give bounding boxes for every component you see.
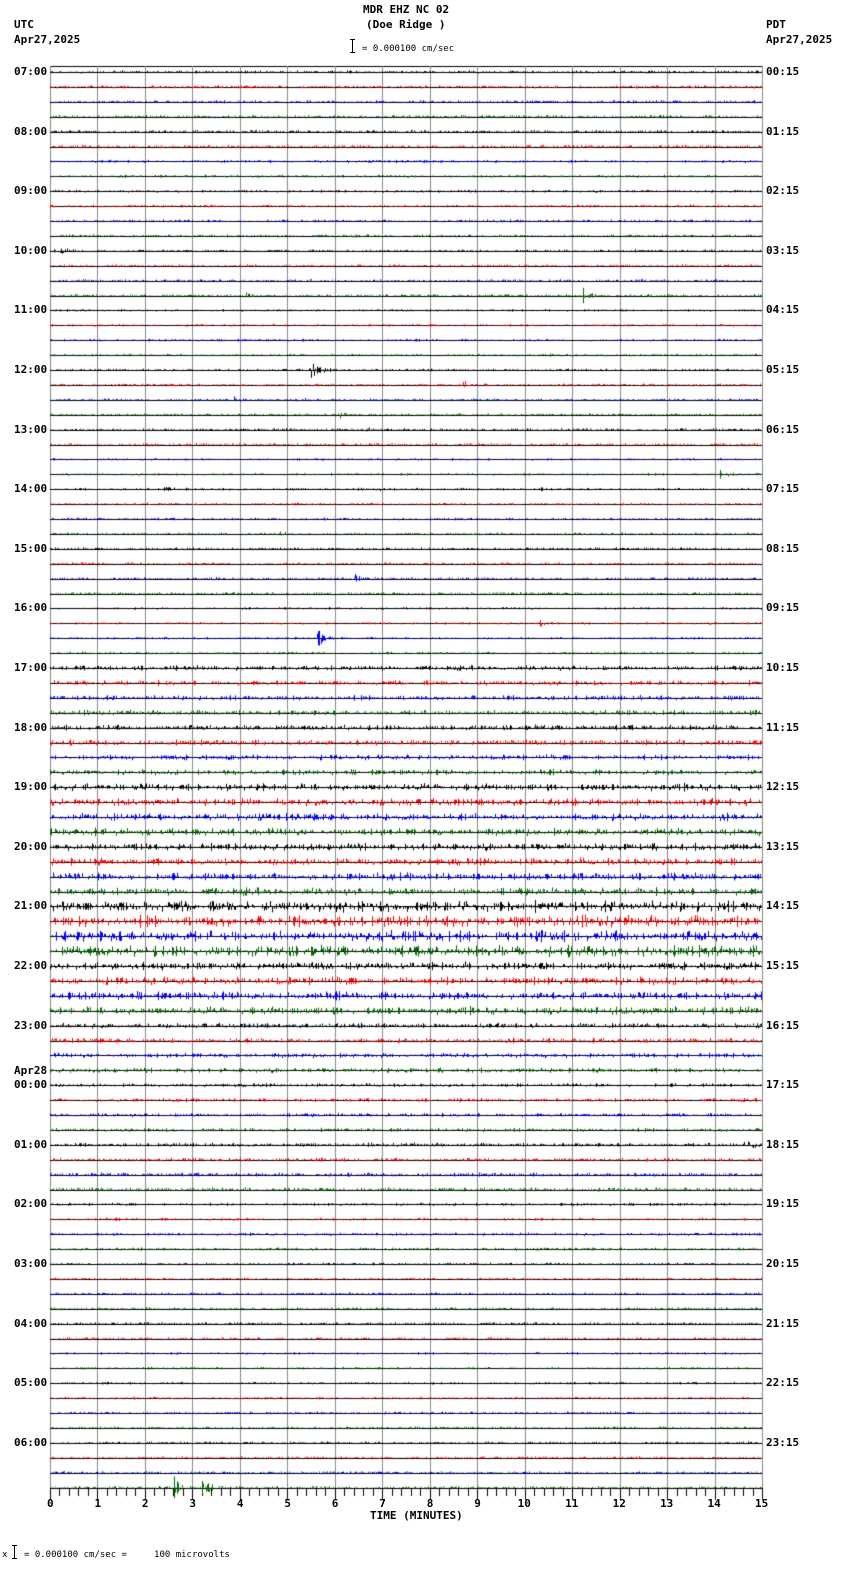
utc-hour-label: 07:00 <box>14 65 48 78</box>
x-tick-label: 2 <box>141 1497 149 1510</box>
x-tick-label: 6 <box>331 1497 339 1510</box>
utc-hour-label: 18:00 <box>14 720 48 734</box>
x-axis-title: TIME (MINUTES) <box>370 1509 463 1522</box>
pdt-hour-label: 16:15 <box>766 1018 800 1032</box>
utc-hour-label: 06:00 <box>14 1435 48 1449</box>
utc-hour-label: 14:00 <box>14 482 48 496</box>
pdt-hour-label: 23:15 <box>766 1435 800 1449</box>
utc-date-label: Apr27,2025 <box>14 33 81 46</box>
pdt-hour-label: 06:15 <box>766 422 800 436</box>
x-tick-label: 15 <box>755 1497 769 1510</box>
pdt-hour-label: 20:15 <box>766 1257 800 1270</box>
utc-hour-label: 03:00 <box>14 1257 48 1270</box>
utc-hour-label: 01:00 <box>14 1137 48 1151</box>
pdt-hour-label: 07:15 <box>766 482 800 496</box>
pdt-hour-label: 01:15 <box>766 124 800 138</box>
pdt-hour-label: 17:15 <box>766 1078 800 1092</box>
footer-prefix: x <box>2 1550 8 1560</box>
pdt-hour-label: 12:15 <box>766 780 800 794</box>
utc-hour-label: 10:00 <box>14 243 48 257</box>
utc-hour-label: 09:00 <box>14 184 48 198</box>
station-location: (Doe Ridge ) <box>366 18 446 31</box>
x-tick-label: 7 <box>379 1497 386 1510</box>
pdt-hour-label: 21:15 <box>766 1316 800 1330</box>
scale-bar-icon <box>352 39 353 53</box>
utc-hour-label: 21:00 <box>14 899 48 913</box>
utc-hour-label: 16:00 <box>14 601 48 615</box>
pdt-hour-label: 05:15 <box>766 363 800 376</box>
pdt-hour-label: 11:15 <box>766 720 800 734</box>
pdt-hour-label: 02:15 <box>766 184 800 198</box>
x-tick-label: 12 <box>612 1497 626 1510</box>
pdt-hour-label: 19:15 <box>766 1197 800 1211</box>
utc-hour-label: 17:00 <box>14 661 48 674</box>
pdt-hour-label: 08:15 <box>766 541 800 555</box>
utc-hour-label: 23:00 <box>14 1018 48 1032</box>
utc-hour-label: 12:00 <box>14 363 48 376</box>
pdt-hour-label: 13:15 <box>766 839 800 853</box>
pdt-hour-label: 14:15 <box>766 899 800 913</box>
pdt-hour-label: 00:15 <box>766 65 800 78</box>
pdt-hour-label: 15:15 <box>766 959 800 972</box>
utc-hour-label: 05:00 <box>14 1376 48 1390</box>
x-tick-label: 0 <box>47 1497 54 1510</box>
scale-label: = 0.000100 cm/sec <box>362 44 455 54</box>
utc-hour-label: 08:00 <box>14 124 48 138</box>
utc-hour-label: 02:00 <box>14 1197 48 1211</box>
pdt-hour-label: 03:15 <box>766 243 800 257</box>
x-tick-label: 5 <box>284 1497 291 1510</box>
pdt-hour-label: 10:15 <box>766 661 800 674</box>
pdt-hour-label: 09:15 <box>766 601 800 615</box>
footer-scale-note: = 0.000100 cm/sec = 100 microvolts <box>24 1550 230 1560</box>
date-change-label: Apr28 <box>14 1064 48 1078</box>
pdt-hour-label: 18:15 <box>766 1137 800 1151</box>
x-tick-label: 8 <box>426 1497 434 1510</box>
pdt-hour-label: 04:15 <box>766 303 800 317</box>
utc-hour-label: 22:00 <box>14 959 48 972</box>
x-tick-label: 11 <box>565 1497 579 1510</box>
x-tick-label: 10 <box>517 1497 531 1510</box>
x-tick-label: 13 <box>660 1497 674 1510</box>
utc-hour-label: 00:00 <box>14 1078 48 1092</box>
x-tick-label: 9 <box>474 1497 481 1510</box>
utc-hour-label: 15:00 <box>14 541 48 555</box>
x-tick-label: 4 <box>236 1497 244 1510</box>
utc-hour-label: 04:00 <box>14 1316 48 1330</box>
utc-hour-label: 11:00 <box>14 303 48 317</box>
utc-timezone-label: UTC <box>14 18 34 31</box>
x-tick-label: 14 <box>707 1497 721 1510</box>
pdt-hour-label: 22:15 <box>766 1376 800 1390</box>
footer-scale-bar-icon <box>14 1545 15 1559</box>
utc-hour-label: 13:00 <box>14 422 48 436</box>
pdt-timezone-label: PDT <box>766 18 786 31</box>
utc-hour-label: 20:00 <box>14 839 48 853</box>
station-title: MDR EHZ NC 02 <box>363 3 450 16</box>
x-tick-label: 3 <box>189 1497 197 1510</box>
x-tick-label: 1 <box>94 1497 102 1510</box>
pdt-date-label: Apr27,2025 <box>766 33 833 46</box>
utc-hour-label: 19:00 <box>14 780 48 794</box>
